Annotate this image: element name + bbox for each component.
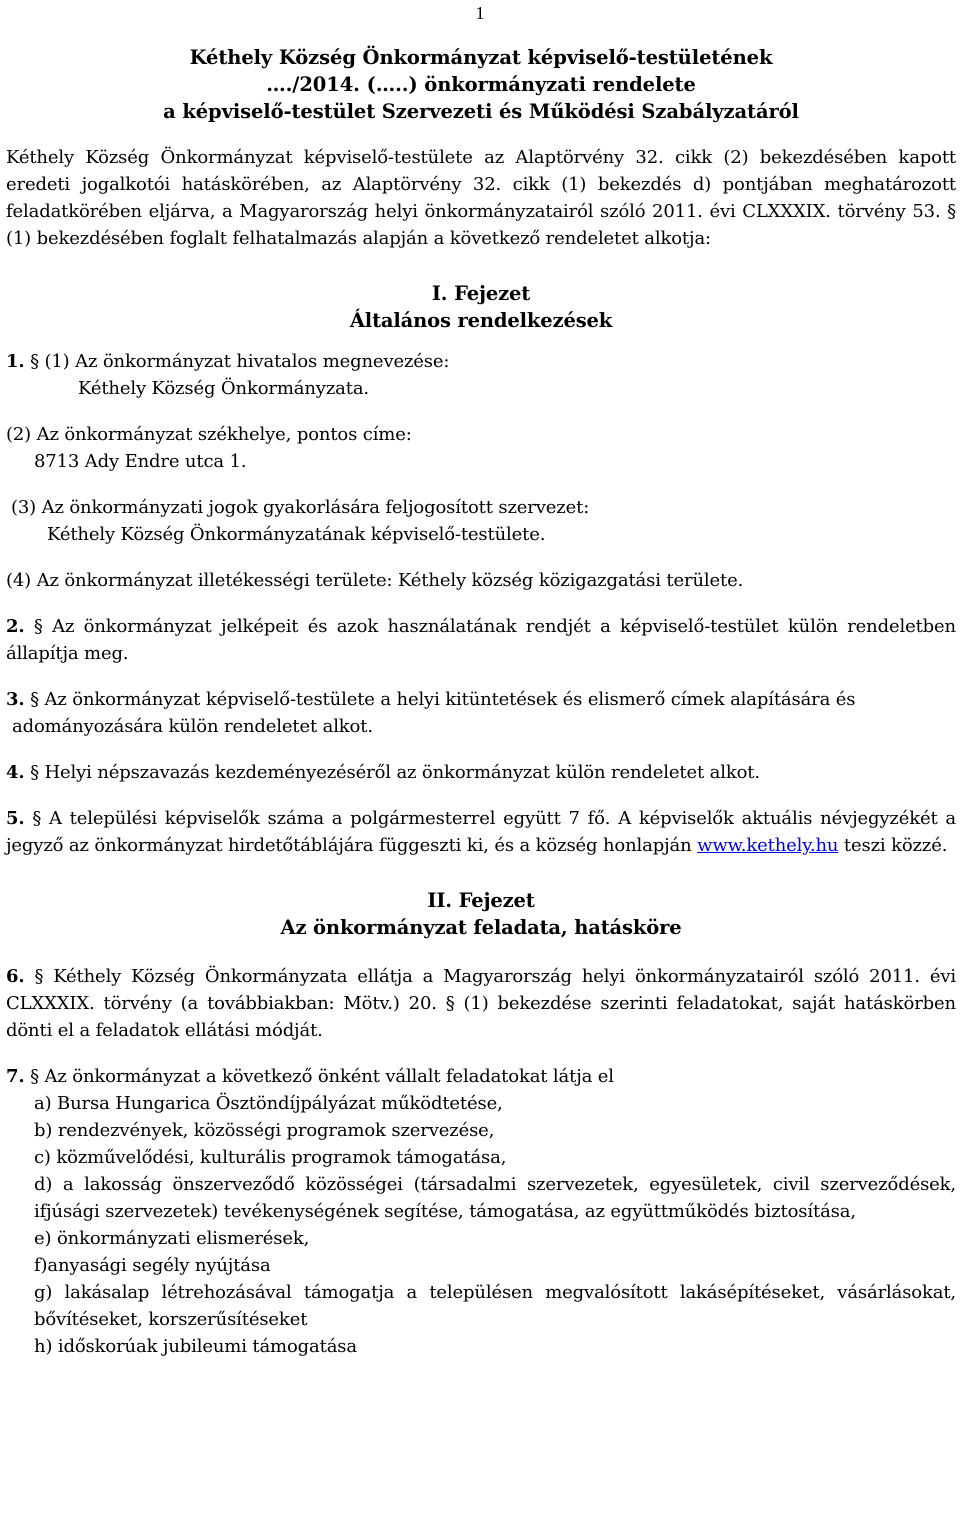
section-7: [6, 1063, 956, 1360]
section-5: [6, 805, 956, 859]
list-item: a) Bursa Hungarica Ösztöndíjpályázat működtetése,: [34, 1093, 503, 1114]
section-3-text-2: adományozására külön rendeletet alkot.: [12, 716, 373, 737]
section-5-text-after: teszi közzé.: [838, 835, 948, 856]
section-3-text-1: § Az önkormányzat képviselő-testülete a helyi kitüntetések és elismerő címek alapítására és: [30, 689, 856, 710]
list-item: b) rendezvények, közösségi programok szervezése,: [34, 1120, 495, 1141]
section-7-number: 7.: [6, 1066, 25, 1087]
section-3: [6, 686, 956, 740]
section-1-p3-value: Kéthely Község Önkormányzatának képviselő-testülete.: [47, 524, 546, 545]
section-1: [6, 348, 956, 594]
section-4: [6, 759, 956, 786]
section-4-number: 4.: [6, 762, 25, 783]
list-item: f)anyasági segély nyújtása: [34, 1255, 271, 1276]
chapter-1-title: Általános rendelkezések: [349, 309, 613, 332]
page-number: 1: [475, 3, 485, 23]
section-1-p2-label: (2) Az önkormányzat székhelye, pontos címe:: [6, 424, 412, 445]
section-1-p4: (4) Az önkormányzat illetékességi területe: Kéthely község közigazgatási területe.: [6, 570, 744, 591]
section-6-text: § Kéthely Község Önkormányzata ellátja a Magyarország helyi önkormányzatairól szóló 2011. évi CLXXXIX. törvény (a továbbiakban: Mötv.) 20. § (1) bekezdése szerinti feladatokat, saját hatáskörben dönti el a feladatok ellátási módját.: [6, 966, 956, 1041]
title-line-1: Kéthely Község Önkormányzat képviselő-testületének: [189, 46, 773, 69]
preamble: Kéthely Község Önkormányzat képviselő-testülete az Alaptörvény 32. cikk (2) bekezdésében kapott eredeti jogalkotói hatáskörében, az Alaptörvény 32. cikk (1) bekezdés d) pontjában meghatározott feladatkörében eljárva, a Magyarország helyi önkormányzatairól szóló 2011. évi CLXXXIX. törvény 53. § (1) bekezdésében foglalt felhatalmazás alapján a következő rendeletet alkotja:: [6, 147, 956, 249]
list-item: h) időskorúak jubileumi támogatása: [34, 1336, 357, 1357]
section-1-p3-label: (3) Az önkormányzati jogok gyakorlására feljogosított szervezet:: [11, 497, 590, 518]
chapter-2-title: Az önkormányzat feladata, hatásköre: [280, 916, 682, 939]
list-item: g) lakásalap létrehozásával támogatja a településen megvalósított lakásépítéseket, vásárlásokat, bővítéseket, korszerűsítéseket: [34, 1282, 956, 1330]
section-6-number: 6.: [6, 966, 25, 987]
chapter-1-number: I. Fejezet: [431, 282, 531, 305]
section-4-text: § Helyi népszavazás kezdeményezéséről az önkormányzat külön rendeletet alkot.: [30, 762, 760, 783]
list-item: c) közművelődési, kulturális programok támogatása,: [34, 1147, 507, 1168]
section-1-p1-label: § (1) Az önkormányzat hivatalos megnevezése:: [30, 351, 450, 372]
list-item: e) önkormányzati elismerések,: [34, 1228, 310, 1249]
section-7-list: [6, 1090, 956, 1360]
section-2-number: 2.: [6, 616, 25, 637]
chapter-2-number: II. Fejezet: [427, 889, 535, 912]
section-3-number: 3.: [6, 689, 25, 710]
document-title: [6, 44, 956, 125]
section-1-p2-value: 8713 Ady Endre utca 1.: [34, 451, 247, 472]
list-item: d) a lakosság önszerveződő közösségei (társadalmi szervezetek, egyesületek, civil szerveződések, ifjúsági szervezetek) tevékenységének segítése, támogatása, az együttműködés biztosítása,: [34, 1174, 956, 1222]
section-2: [6, 613, 956, 667]
section-7-intro: § Az önkormányzat a következő önként vállalt feladatokat látja el: [30, 1066, 614, 1087]
document-body: [6, 44, 956, 1360]
section-2-text: § Az önkormányzat jelképeit és azok használatának rendjét a képviselő-testület külön rendeletben állapítja meg.: [6, 616, 956, 664]
section-5-number: 5.: [6, 808, 25, 829]
title-line-2: …./2014. (…..) önkormányzati rendelete: [266, 73, 696, 96]
section-6: [6, 963, 956, 1044]
section-1-p1-value: Kéthely Község Önkormányzata.: [78, 378, 369, 399]
municipality-website-link[interactable]: www.kethely.hu: [697, 835, 839, 856]
section-5-text-before: § A települési képviselők száma a polgármesterrel együtt 7 fő. A képviselők aktuális névjegyzékét a jegyző az önkormányzat hirdetőtáblájára függeszti ki, és a község honlapján: [6, 808, 956, 856]
section-1-number: 1.: [6, 351, 25, 372]
chapter-1-heading: [6, 280, 956, 334]
title-line-3: a képviselő-testület Szervezeti és Működési Szabályzatáról: [163, 100, 799, 123]
chapter-2-heading: [6, 887, 956, 941]
